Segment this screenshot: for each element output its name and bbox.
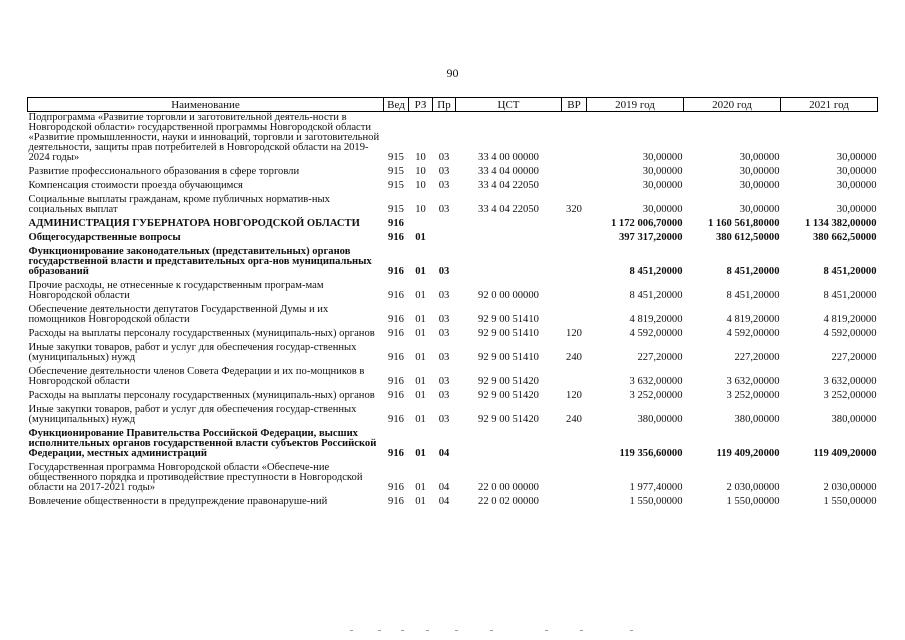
row-pr: 03 xyxy=(438,204,450,215)
row-ved: 916 xyxy=(388,266,404,277)
row-name: Социальные выплаты гражданам, кроме публичных норматив-ных социальных выплат xyxy=(28,194,330,215)
row-pr: 03 xyxy=(438,314,450,325)
row-ved: 916 xyxy=(388,232,404,243)
row-name: Подпрограмма «Развитие торговли и заготовительной деятель-ности в Новгородской области» государственной программы Новгородской области «Развитие промышленности, науки и инноваций, торговли и заготовительной деятельности, защиты прав потребителей в Новгородской области на 2019-2024 годы» xyxy=(28,112,380,163)
header-vr: ВР xyxy=(562,98,587,112)
row-cst: 22 0 00 00000 xyxy=(478,482,539,493)
row-2021-amount: 4 819,20000 xyxy=(823,314,877,325)
row-2021-amount: 3 252,00000 xyxy=(823,390,877,401)
row-2019-amount: 1 172 006,70000 xyxy=(610,218,683,229)
row-2020-amount: 30,00000 xyxy=(739,152,780,163)
row-cst: 92 9 00 51410 xyxy=(478,328,539,339)
table-row xyxy=(28,366,878,390)
row-2019-amount: 4 819,20000 xyxy=(629,314,683,325)
row-rz: 01 xyxy=(415,232,426,243)
row-name: Общегосударственные вопросы xyxy=(28,232,181,243)
row-pr: 03 xyxy=(438,328,450,339)
table-header xyxy=(28,98,878,112)
row-vr xyxy=(562,496,587,510)
row-rz: 01 xyxy=(415,390,426,401)
table-row xyxy=(28,428,878,462)
row-vr xyxy=(562,232,587,246)
row-2021-amount: 2 030,00000 xyxy=(823,482,877,493)
row-ved: 916 xyxy=(388,496,404,507)
row-ved: 916 xyxy=(388,482,404,493)
table-row xyxy=(28,328,878,342)
row-rz: 01 xyxy=(415,482,426,493)
row-cst: 33 4 00 00000 xyxy=(478,152,539,163)
row-name: Государственная программа Новгородской области «Обеспече-ние общественного порядка и противодействие преступности в Новгородской области на 2017-2021 годы» xyxy=(28,462,363,493)
row-pr: 03 xyxy=(438,152,450,163)
scan-artifacts xyxy=(330,630,690,636)
row-pr: 04 xyxy=(438,448,450,459)
row-name: Расходы на выплаты персоналу государственных (муниципаль-ных) органов xyxy=(28,390,375,401)
row-cst: 92 9 00 51410 xyxy=(478,314,539,325)
row-cst: 92 9 00 51420 xyxy=(478,376,539,387)
row-2021-amount: 119 409,20000 xyxy=(813,448,877,459)
row-vr: 240 xyxy=(566,414,582,425)
table-row xyxy=(28,342,878,366)
row-2019-amount: 3 632,00000 xyxy=(629,376,683,387)
row-pr: 04 xyxy=(438,482,450,493)
header-2020: 2020 год xyxy=(684,98,781,112)
row-name: Функционирование законодательных (представительных) органов государственной власти и представительных орга-нов муниципальных образований xyxy=(28,246,372,277)
row-vr: 120 xyxy=(566,328,582,339)
row-name: Вовлечение общественности в предупреждение правонаруше-ний xyxy=(28,496,328,507)
row-2020-amount: 30,00000 xyxy=(739,204,780,215)
row-cst xyxy=(456,428,562,462)
row-vr xyxy=(562,246,587,280)
row-2020-amount: 30,00000 xyxy=(739,166,780,177)
row-2021-amount: 30,00000 xyxy=(836,180,877,191)
row-name: Расходы на выплаты персоналу государственных (муниципаль-ных) органов xyxy=(28,328,375,339)
table-row xyxy=(28,462,878,496)
header-cst: ЦСТ xyxy=(456,98,562,112)
row-pr: 03 xyxy=(438,290,450,301)
row-name: Компенсация стоимости проезда обучающимся xyxy=(28,180,243,191)
row-rz: 01 xyxy=(415,448,426,459)
header-rz: РЗ xyxy=(409,98,433,112)
row-2020-amount: 2 030,00000 xyxy=(726,482,780,493)
row-pr: 03 xyxy=(438,166,450,177)
row-ved: 916 xyxy=(388,448,404,459)
row-2021-amount: 8 451,20000 xyxy=(823,266,877,277)
row-cst: 33 4 04 22050 xyxy=(478,180,539,191)
row-2020-amount: 8 451,20000 xyxy=(726,290,780,301)
row-ved: 916 xyxy=(388,352,404,363)
row-rz: 01 xyxy=(415,328,426,339)
row-rz: 01 xyxy=(415,352,426,363)
row-cst: 92 0 00 00000 xyxy=(478,290,539,301)
row-vr: 320 xyxy=(566,204,582,215)
row-2020-amount: 1 550,00000 xyxy=(726,496,780,507)
row-vr xyxy=(562,112,587,167)
row-rz: 10 xyxy=(415,180,426,191)
row-rz: 01 xyxy=(415,414,426,425)
row-2020-amount: 1 160 561,80000 xyxy=(707,218,780,229)
row-2021-amount: 380,00000 xyxy=(831,414,877,425)
row-2019-amount: 30,00000 xyxy=(642,166,683,177)
header-ved: Вед xyxy=(384,98,409,112)
header-row xyxy=(28,98,878,112)
row-cst: 92 9 00 51420 xyxy=(478,414,539,425)
row-cst xyxy=(456,218,562,232)
row-pr: 03 xyxy=(438,390,450,401)
row-2019-amount: 227,20000 xyxy=(637,352,683,363)
row-vr xyxy=(562,428,587,462)
row-2019-amount: 8 451,20000 xyxy=(629,290,683,301)
row-2021-amount: 30,00000 xyxy=(836,204,877,215)
row-2020-amount: 119 409,20000 xyxy=(716,448,780,459)
header-name: Наименование xyxy=(28,98,384,112)
row-2019-amount: 3 252,00000 xyxy=(629,390,683,401)
row-name: Обеспечение деятельности членов Совета Федерации и их по-мощников в Новгородской области xyxy=(28,366,365,387)
row-rz: 01 xyxy=(415,496,426,507)
row-vr xyxy=(562,462,587,496)
row-2020-amount: 30,00000 xyxy=(739,180,780,191)
row-cst xyxy=(456,246,562,280)
row-2020-amount: 380,00000 xyxy=(734,414,780,425)
row-rz: 01 xyxy=(415,314,426,325)
row-2021-amount: 1 134 382,00000 xyxy=(804,218,877,229)
row-ved: 915 xyxy=(388,152,404,163)
row-rz xyxy=(409,218,433,232)
row-name: Функционирование Правительства Российской Федерации, высших исполнительных органов государственной власти субъектов Российской Федерации, местных администраций xyxy=(28,428,377,459)
row-name: АДМИНИСТРАЦИЯ ГУБЕРНАТОРА НОВГОРОДСКОЙ ОБЛАСТИ xyxy=(28,218,360,229)
row-vr xyxy=(562,218,587,232)
row-cst: 92 9 00 51410 xyxy=(478,352,539,363)
row-vr xyxy=(562,280,587,304)
row-2020-amount: 3 252,00000 xyxy=(726,390,780,401)
row-name: Иные закупки товаров, работ и услуг для обеспечения государ-ственных (муниципальных) нужд xyxy=(28,342,357,363)
table-row xyxy=(28,218,878,232)
row-vr xyxy=(562,366,587,390)
header-2021: 2021 год xyxy=(781,98,878,112)
row-2021-amount: 30,00000 xyxy=(836,152,877,163)
row-rz: 10 xyxy=(415,152,426,163)
row-ved: 916 xyxy=(388,290,404,301)
row-2019-amount: 119 356,60000 xyxy=(619,448,683,459)
table-row xyxy=(28,194,878,218)
table-row xyxy=(28,304,878,328)
row-pr xyxy=(433,232,456,246)
row-2020-amount: 8 451,20000 xyxy=(726,266,780,277)
table-row xyxy=(28,232,878,246)
row-pr xyxy=(433,218,456,232)
row-2021-amount: 1 550,00000 xyxy=(823,496,877,507)
row-ved: 916 xyxy=(388,390,404,401)
table-row xyxy=(28,496,878,510)
row-ved: 915 xyxy=(388,204,404,215)
row-vr xyxy=(562,180,587,194)
row-pr: 03 xyxy=(438,180,450,191)
row-2021-amount: 8 451,20000 xyxy=(823,290,877,301)
row-pr: 03 xyxy=(438,376,450,387)
row-ved: 916 xyxy=(388,376,404,387)
row-ved: 916 xyxy=(388,218,404,229)
row-name: Иные закупки товаров, работ и услуг для обеспечения государ-ственных (муниципальных) нужд xyxy=(28,404,357,425)
row-2020-amount: 380 612,50000 xyxy=(715,232,780,243)
row-2021-amount: 227,20000 xyxy=(831,352,877,363)
row-ved: 916 xyxy=(388,328,404,339)
row-vr: 240 xyxy=(566,352,582,363)
row-ved: 915 xyxy=(388,166,404,177)
row-ved: 916 xyxy=(388,414,404,425)
row-2020-amount: 227,20000 xyxy=(734,352,780,363)
table-row xyxy=(28,246,878,280)
row-2020-amount: 3 632,00000 xyxy=(726,376,780,387)
row-pr: 03 xyxy=(438,414,450,425)
row-2020-amount: 4 819,20000 xyxy=(726,314,780,325)
table-row xyxy=(28,112,878,167)
row-cst: 33 4 04 22050 xyxy=(478,204,539,215)
row-name: Развитие профессионального образования в сфере торговли xyxy=(28,166,300,177)
row-vr xyxy=(562,166,587,180)
row-vr: 120 xyxy=(566,390,582,401)
row-pr: 03 xyxy=(438,352,450,363)
row-cst: 22 0 02 00000 xyxy=(478,496,539,507)
row-pr: 03 xyxy=(438,266,450,277)
row-cst xyxy=(456,232,562,246)
row-2021-amount: 3 632,00000 xyxy=(823,376,877,387)
row-name: Прочие расходы, не отнесенные к государственным програм-мам Новгородской области xyxy=(28,280,324,301)
row-ved: 915 xyxy=(388,180,404,191)
row-2019-amount: 4 592,00000 xyxy=(629,328,683,339)
row-2021-amount: 380 662,50000 xyxy=(812,232,877,243)
row-rz: 10 xyxy=(415,166,426,177)
budget-table xyxy=(27,97,878,510)
header-pr: Пр xyxy=(433,98,456,112)
row-2019-amount: 30,00000 xyxy=(642,152,683,163)
row-rz: 01 xyxy=(415,376,426,387)
row-name: Обеспечение деятельности депутатов Государственной Думы и их помощников Новгородской области xyxy=(28,304,329,325)
page-number: 90 xyxy=(446,66,459,80)
table-row xyxy=(28,280,878,304)
row-2019-amount: 1 977,40000 xyxy=(629,482,683,493)
table-row xyxy=(28,404,878,428)
table-body xyxy=(28,112,878,511)
row-rz: 01 xyxy=(415,290,426,301)
row-2019-amount: 380,00000 xyxy=(637,414,683,425)
row-cst: 33 4 04 00000 xyxy=(478,166,539,177)
row-2019-amount: 1 550,00000 xyxy=(629,496,683,507)
row-ved: 916 xyxy=(388,314,404,325)
row-2019-amount: 30,00000 xyxy=(642,180,683,191)
row-cst: 92 9 00 51420 xyxy=(478,390,539,401)
row-pr: 04 xyxy=(438,496,450,507)
table-row xyxy=(28,390,878,404)
row-2019-amount: 397 317,20000 xyxy=(618,232,683,243)
row-2019-amount: 30,00000 xyxy=(642,204,683,215)
table-row xyxy=(28,166,878,180)
row-2019-amount: 8 451,20000 xyxy=(629,266,683,277)
row-2020-amount: 4 592,00000 xyxy=(726,328,780,339)
row-rz: 01 xyxy=(415,266,426,277)
header-2019: 2019 год xyxy=(587,98,684,112)
table-row xyxy=(28,180,878,194)
row-2021-amount: 30,00000 xyxy=(836,166,877,177)
row-2021-amount: 4 592,00000 xyxy=(823,328,877,339)
row-vr xyxy=(562,304,587,328)
row-rz: 10 xyxy=(415,204,426,215)
